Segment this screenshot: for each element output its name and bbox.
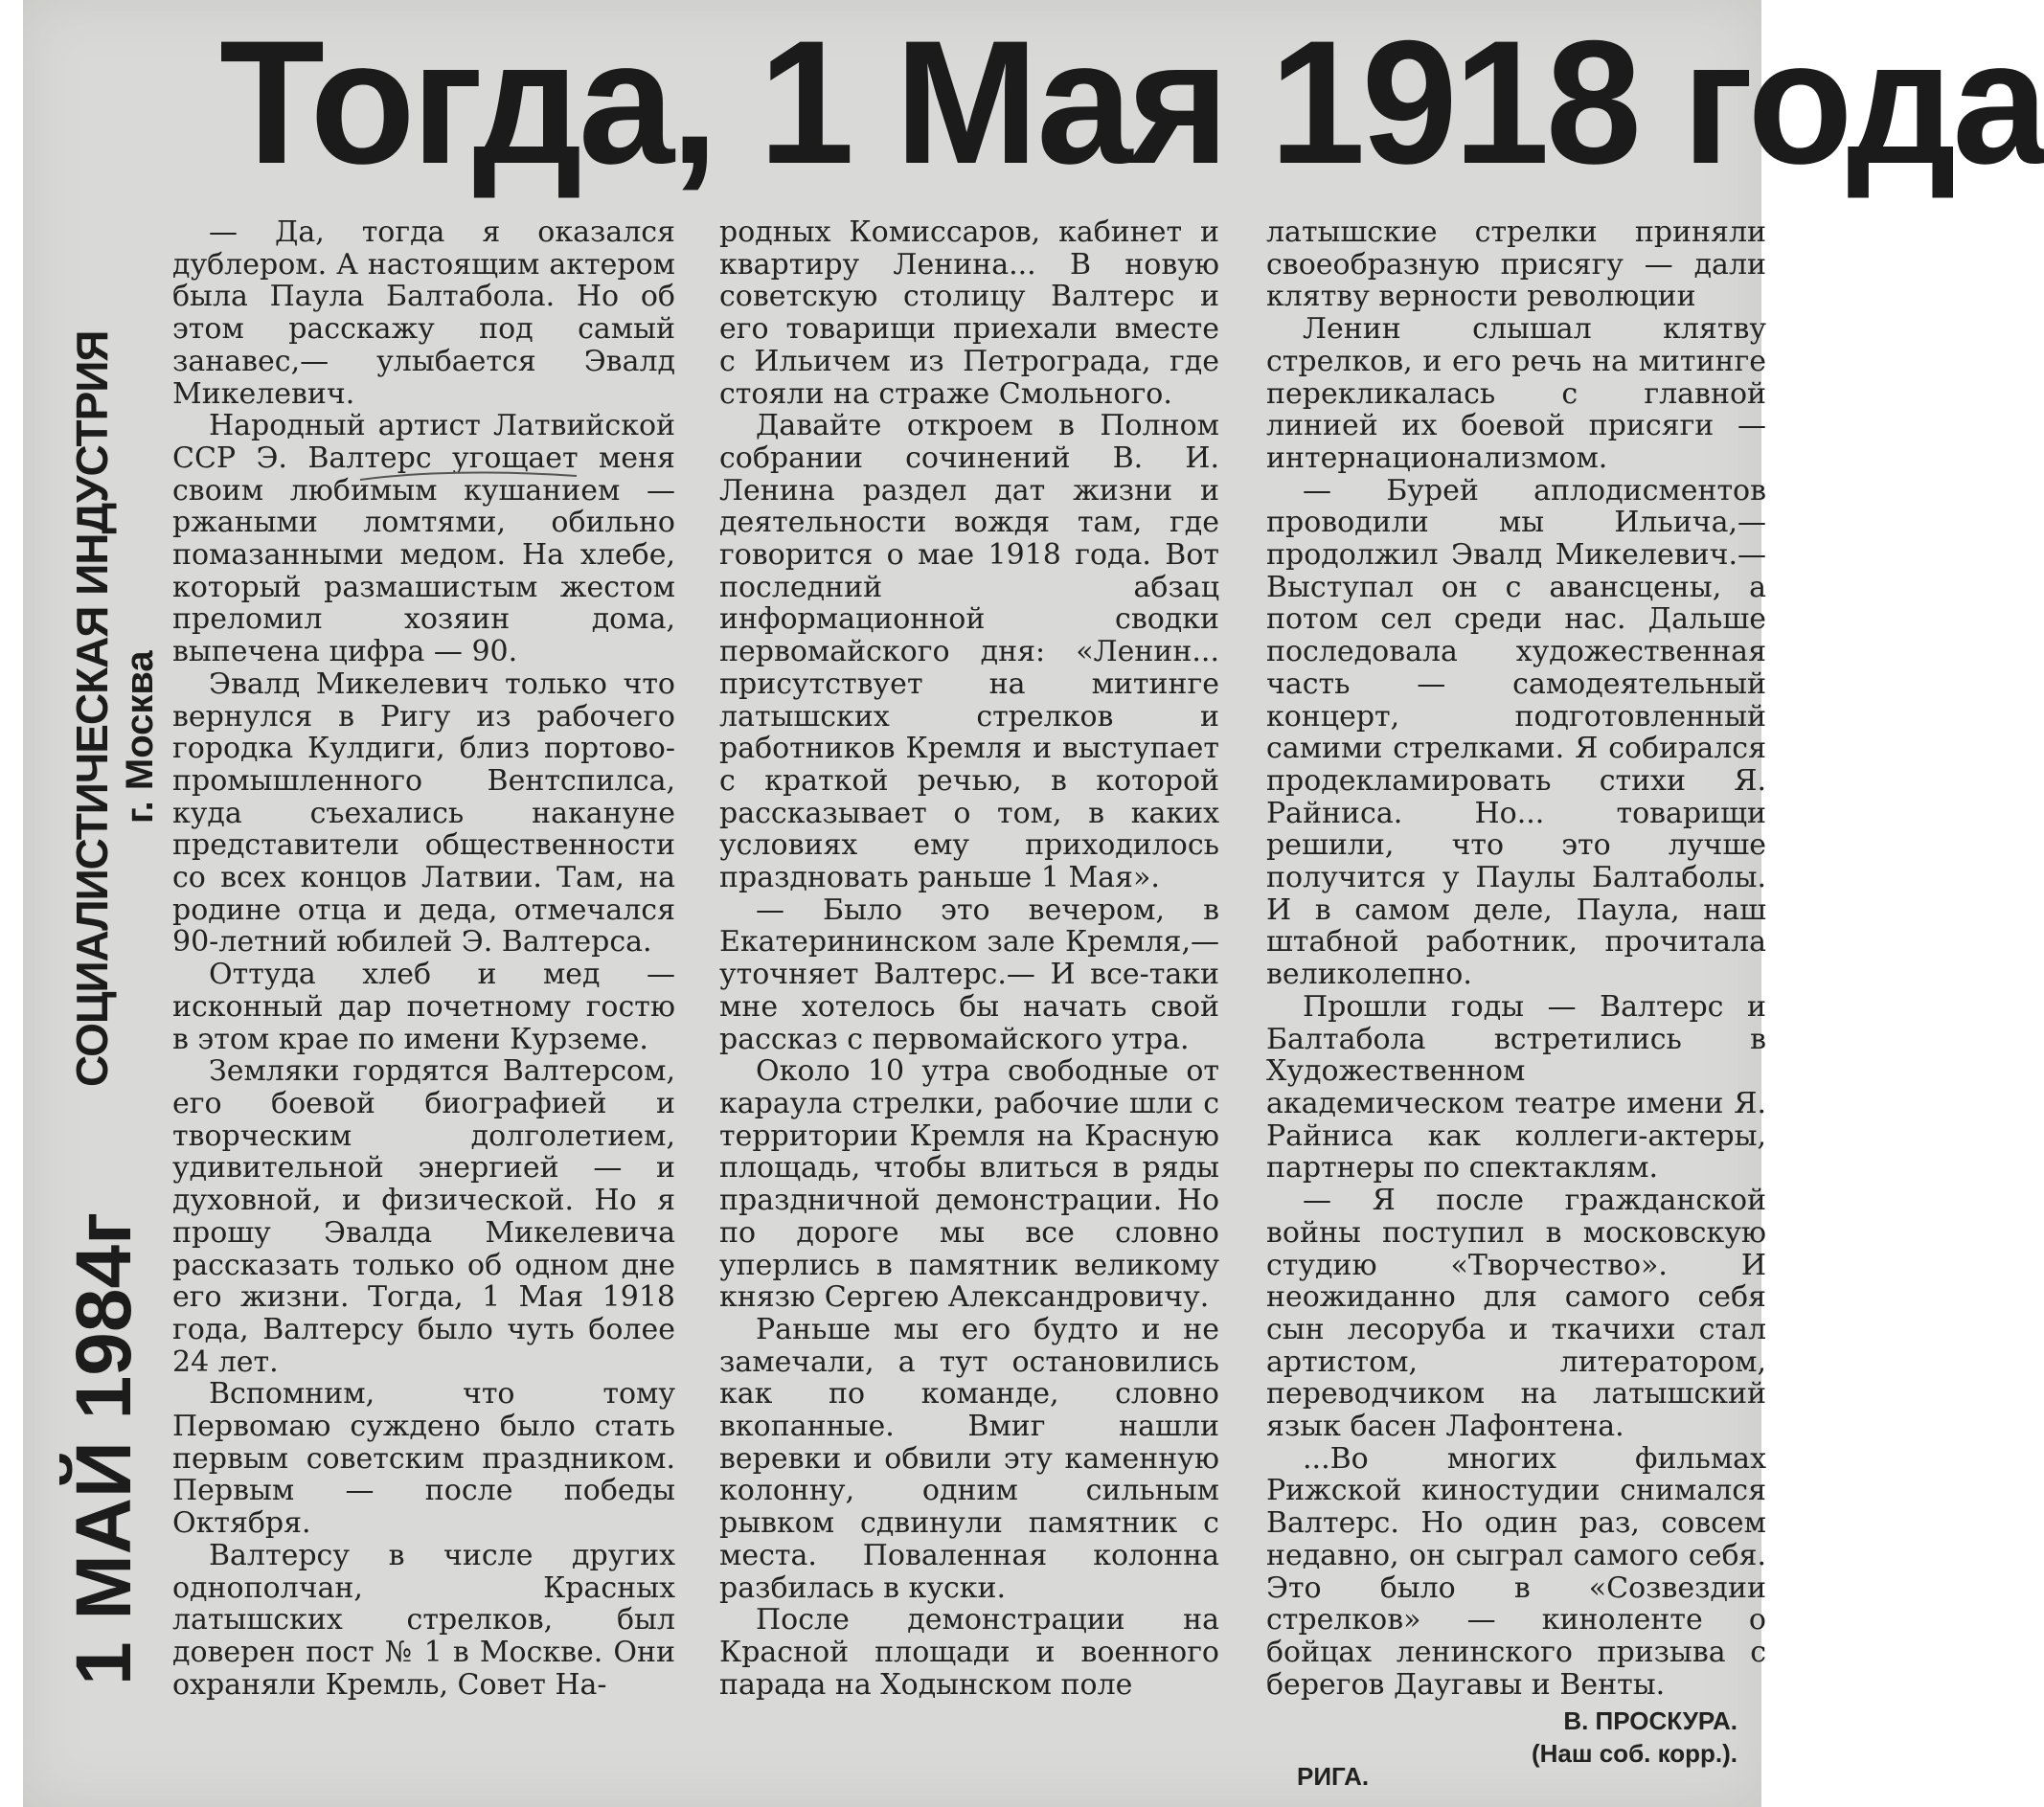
article-paragraph: Ленин слышал клятву стрелков, и его речь на митинге перекликалась с главной линией их боевой присяги — интернационализмом. <box>1266 312 1766 475</box>
article-column-1 <box>172 216 675 1801</box>
pen-underline-mark <box>358 468 579 484</box>
article-column-2 <box>719 216 1219 1801</box>
byline <box>1431 1705 1737 1800</box>
byline-role: (Наш соб. корр.). <box>1531 1739 1737 1768</box>
article-paragraph: родных Комиссаров, кабинет и квартиру Ленина... В новую советскую столицу Валтерс и его товарищи приехали вместе с Ильичем из Петрограда, где стояли на страже Смольного. <box>719 215 1219 411</box>
article-paragraph: Валтерсу в числе других однополчан, Красных латышских стрелков, был доверен пост № 1 в Москве. Они охраняли Кремль, Совет На- <box>172 1538 675 1702</box>
article-paragraph: Эвалд Микелевич только что вернулся в Ригу из рабочего городка Кулдиги, близ портово-промышленного Вентспилса, куда съехались накануне представители общественности со всех концов Латвии. Там, на родине отца и деда, отмечался 90-летний юбилей Э. Валтерса. <box>172 666 675 960</box>
article-paragraph: Вспомним, что тому Первомаю суждено было стать первым советским праздником. Первым — после победы Октября. <box>172 1377 675 1541</box>
newspaper-clipping <box>23 0 2044 1807</box>
article-paragraph: Давайте откроем в Полном собрании сочинений В. И. Ленина раздел дат жизни и деятельности вождя там, где говорится о мае 1918 года. Вот последний абзац информационной сводки первомайского дня: «Ленин... присутствует на митинге латышских стрелков и работников Кремля и выступает с краткой речью, в которой рассказывает о том, в каких условиях ему приходилось праздновать раньше 1 Мая». <box>719 409 1219 895</box>
article-paragraph: — Да, тогда я оказался дублером. А настоящим актером была Паула Балтабола. Но об этом расскажу под самый занавес,— улыбается Эвалд Микелевич. <box>172 215 675 411</box>
article-paragraph: — Было это вечером, в Екатерининском зале Кремля,— уточняет Валтерс.— И все-таки мне хотелось бы начать свой рассказ с первомайского утра. <box>719 892 1219 1056</box>
stamp-city: г. Москва <box>119 650 161 824</box>
article-paragraph: Около 10 утра свободные от караула стрелки, рабочие шли с территории Кремля на Красную площадь, чтобы влиться в ряды праздничной демонстрации. Но по дороге мы все словно уперлись в памятник великому князю Сергею Александровичу. <box>719 1054 1219 1315</box>
article-paragraph: После демонстрации на Красной площади и военного парада на Ходынском поле <box>719 1603 1219 1702</box>
article-paragraph: Раньше мы его будто и не замечали, а тут остановились как по команде, словно вкопанные. Вмиг нашли веревки и обвили эту каменную колонну, одним сильным рывком сдвинули памятник с места. Поваленная колонна разбилась в куски. <box>719 1312 1219 1605</box>
stamp-newspaper-name: СОЦИАЛИСТИЧЕСКАЯ ИНДУСТРИЯ <box>67 330 117 1087</box>
article-paragraph: Народный артист Латвийской ССР Э. Валтерс угощает меня своим любимым кушанием — ржаными ломтями, обильно помазанными медом. На хлебе, который размашистым жестом преломил хозяин дома, выпечена цифра — 90. <box>172 409 675 669</box>
article-paragraph: Земляки гордятся Валтерсом, его боевой биографией и творческим долголетием, удивительной энергией — и духовной, и физической. Но я прошу Эвалда Микелевича рассказать только об одном дне его жизни. Тогда, 1 Мая 1918 года, Валтерсу было чуть более 24 лет. <box>172 1054 675 1379</box>
headline: Тогда, 1 Мая 1918 года <box>219 4 2044 201</box>
article-paragraph: Оттуда хлеб и мед — исконный дар почетному гостю в этом крае по имени Курземе. <box>172 958 675 1056</box>
article-paragraph: — Я после гражданской войны поступил в московскую студию «Творчество». И неожиданно для самого себя сын лесоруба и ткачихи стал артистом, литератором, переводчиком на латышский язык басен Лафонтена. <box>1266 1184 1766 1444</box>
article-paragraph: Прошли годы — Валтерс и Балтабола встретились в Художественном академическом театре имени Я. Райниса как коллеги-актеры, партнеры по спектаклям. <box>1266 989 1766 1186</box>
stamp-date: 1 МАЙ 1984г <box>60 1211 148 1685</box>
article-paragraph: ...Во многих фильмах Рижской киностудии снимался Валтерс. Но один раз, совсем недавно, он сыграл самого себя. Это было в «Созвездии стрелков» — киноленте о бойцах ленинского призыва с берегов Даугавы и Венты. <box>1266 1441 1766 1702</box>
byline-author: В. ПРОСКУРА. <box>1563 1706 1737 1735</box>
article-paragraph: латышские стрелки приняли своеобразную присягу — дали клятву верности революции <box>1266 215 1766 314</box>
article-paragraph: — Бурей аплодисментов проводили мы Ильича,— продолжил Эвалд Микелевич.— Выступал он с авансцены, а потом сел среди нас. Дальше последовала художественная часть — самодеятельный концерт, подготовленный самими стрелками. Я собирался продекламировать стихи Я. Райниса. Но... товарищи решили, что это лучше получится у Паулы Балтаболы. И в самом деле, Паула, наш штабной работник, прочитала великолепно. <box>1266 473 1766 992</box>
archive-stamp <box>61 115 176 1724</box>
dateline-city: РИГА. <box>1297 1762 1370 1791</box>
article-column-3 <box>1266 216 1766 1801</box>
